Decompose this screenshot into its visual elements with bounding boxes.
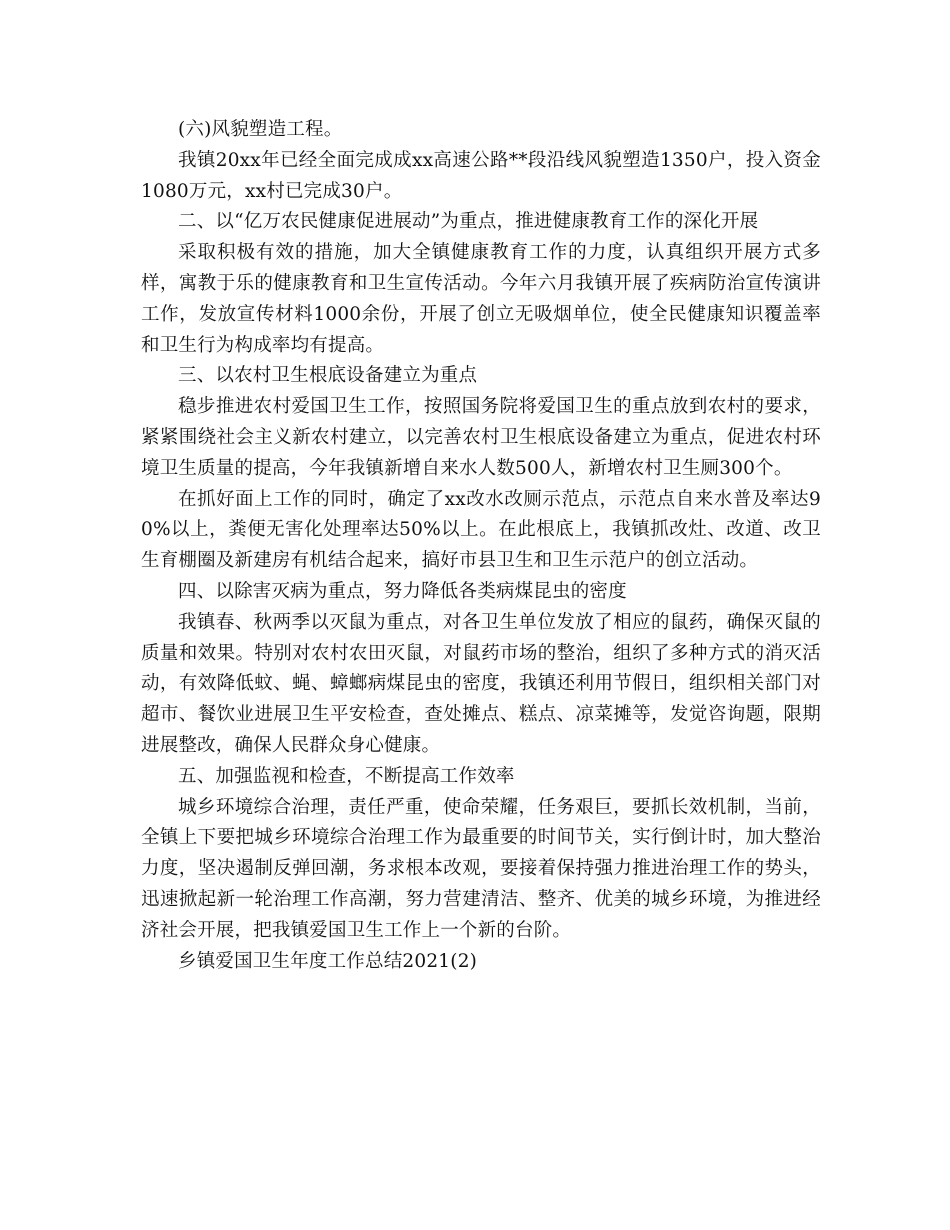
body-paragraph: 在抓好面上工作的同时，确定了xx改水改厕示范点，示范点自来水普及率达90%以上，粪便无害化处理率达50%以上。在此根底上，我镇抓改灶、改道、改卫生育棚圈及新建房有机结合起来，搞好市县卫生和卫生示范户的创立活动。 (141, 488, 821, 572)
document-subtitle: 乡镇爱国卫生年度工作总结2021(2) (178, 950, 478, 972)
body-paragraph: 城乡环境综合治理，责任严重，使命荣耀，任务艰巨，要抓长效机制，当前，全镇上下要把城乡环境综合治理工作为最重要的时间节关，实行倒计时，加大整治力度，坚决遏制反弹回潮，务求根本改观，要接着保持强力推进治理工作的势头，迅速掀起新一轮治理工作高潮，努力营建清洁、整齐、优美的城乡环境，为推进经济社会开展，把我镇爱国卫生工作上一个新的台阶。 (141, 796, 821, 941)
section-heading: 五、加强监视和检查，不断提高工作效率 (178, 765, 515, 787)
section-item-heading: (六)风貌塑造工程。 (178, 119, 343, 140)
body-paragraph: 采取积极有效的措施，加大全镇健康教育工作的力度，认真组织开展方式多样，寓教于乐的健康教育和卫生宣传活动。今年六月我镇开展了疾病防治宣传演讲工作，发放宣传材料1000余份，开展了创立无吸烟单位，使全民健康知识覆盖率和卫生行为构成率均有提高。 (141, 242, 821, 356)
body-paragraph: 我镇20xx年已经全面完成成xx高速公路**段沿线风貌塑造1350户，投入资金1080万元，xx村已完成30户。 (141, 149, 821, 202)
body-paragraph: 稳步推进农村爱国卫生工作，按照国务院将爱国卫生的重点放到农村的要求，紧紧围绕社会主义新农村建立，以完善农村卫生根底设备建立为重点，促进农村环境卫生质量的提高，今年我镇新增自来水人数500人，新增农村卫生厕300个。 (141, 396, 821, 479)
section-heading: 三、以农村卫生根底设备建立为重点 (178, 365, 478, 387)
section-heading: 二、以“亿万农民健康促进展动”为重点，推进健康教育工作的深化开展 (178, 211, 759, 233)
document-body (141, 115, 821, 977)
section-heading: 四、以除害灭病为重点，努力降低各类病煤昆虫的密度 (178, 580, 627, 602)
body-paragraph: 我镇春、秋两季以灭鼠为重点，对各卫生单位发放了相应的鼠药，确保灭鼠的质量和效果。特别对农村农田灭鼠，对鼠药市场的整治，组织了多种方式的消灭活动，有效降低蚊、蝇、蟑螂病煤昆虫的密度，我镇还利用节假日，组织相关部门对超市、餐饮业进展卫生平安检查，查处摊点、糕点、凉菜摊等，发觉咨询题，限期进展整改，确保人民群众身心健康。 (141, 611, 821, 756)
